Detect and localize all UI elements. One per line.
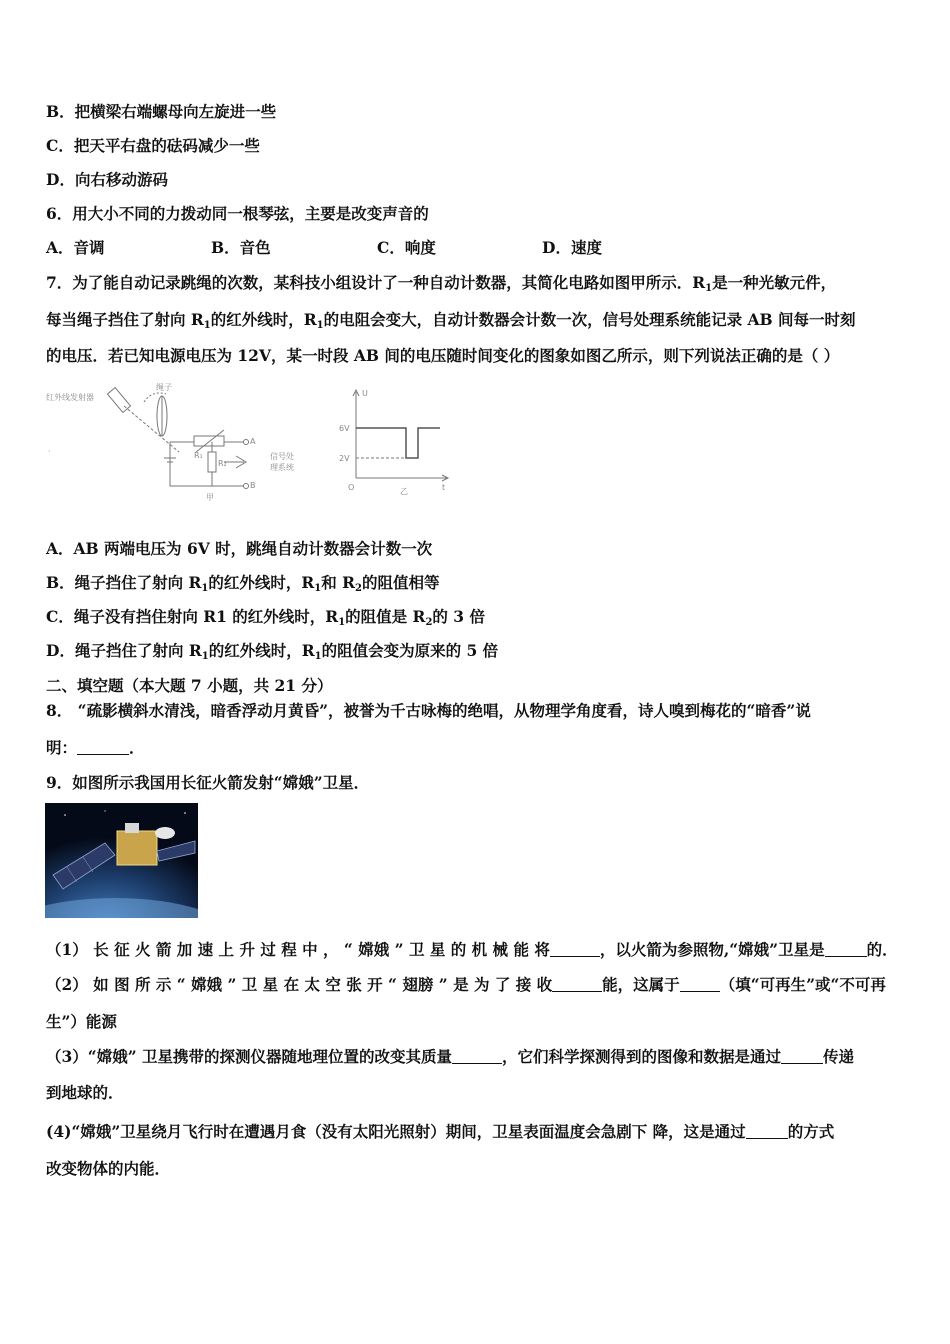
satellite-antenna-base [125,823,139,833]
q9-blank-5[interactable] [452,1049,502,1064]
emitter-label: 红外线发射器 [46,393,94,402]
node-a-label: A [250,437,256,446]
q7-option-d: D．绳子挡住了射向 $R_1$的红外线时，$R_1$的阻值会变为原来的 5 倍 [46,641,499,662]
graph-x-label: t [442,483,446,492]
r2-label: R₂ [218,459,227,468]
q8-stem-line-1: 8． “疏影横斜水清浅，暗香浮动月黄昏”，被誉为千古咏梅的绝唱，从物理学角度看，诗人嗅到梅花的“暗香”说 [46,701,811,720]
q6-option-a: A．音调 [46,238,105,257]
voltage-graph-figure [336,386,456,498]
faded-text: · [48,447,51,456]
signal-arrow [224,456,246,468]
node-b-label: B [250,481,256,490]
q6-option-c: C．响度 [377,238,436,257]
satellite-dish [155,827,175,839]
q5-option-d: D．向右移动游码 [46,170,168,189]
q6-option-b: B．音色 [211,238,271,257]
graph-y-label: U [362,389,368,398]
q9-part-3: （3）“嫦娥” 卫星携带的探测仪器随地理位置的改变其质量 ，它们科学探测得到的图像和数据是通过 传递 [46,1047,855,1066]
q9-blank-2[interactable] [825,942,867,957]
tick-2v: 2V [339,454,350,463]
star [184,812,186,814]
q9-part-1: （1） 长 征 火 箭 加 速 上 升 过 程 中 ， “ 嫦娥 ” 卫 星 的 机 械 能 将 ，以火箭为参照物,“嫦娥”卫星是 的． [46,940,898,959]
q7-option-c: C．绳子没有挡住射向 R1 的红外线时，$R_1$的阻值是 $R_2$的 3 倍 [46,607,485,628]
figure-b-caption: 乙 [400,487,408,496]
signal-label-2: 理系统 [270,463,294,472]
q9-part-4-continued: 改变物体的内能． [46,1159,171,1178]
r2-resistor [208,452,216,472]
section-heading: 二、填空题（本大题 7 小题，共 21 分） [46,676,333,695]
satellite-photo [45,803,198,918]
wire-left-bottom [170,442,244,486]
star [64,814,66,816]
infrared-beam [124,406,179,452]
q9-blank-7[interactable] [746,1124,788,1139]
rope-arc [144,393,166,402]
q9-blank-3[interactable] [552,977,602,992]
r1-arrow [196,430,224,452]
q9-blank-1[interactable] [550,942,600,957]
q7-option-b: B．绳子挡住了射向 $R_1$的红外线时，$R_1$和 $R_2$的阻值相等 [46,573,440,594]
q8-answer-blank[interactable] [77,740,129,755]
q9-part-4: (4)“嫦娥”卫星绕月飞行时在遭遇月食（没有太阳光照射）期间，卫星表面温度会急剧下 降，这是通过 的方式 [46,1122,835,1141]
star [104,810,105,811]
signal-label-1: 信号处 [270,452,294,461]
q7-option-a: A．AB 两端电压为 6V 时，跳绳自动计数器会计数一次 [46,539,433,558]
q5-option-b: B．把横梁右端螺母向左旋进一些 [46,102,277,121]
voltage-waveform [356,428,440,458]
q7-stem-line-3: 的电压．若已知电源电压为 12V，某一时段 AB 间的电压随时间变化的图象如图乙所示，则下列说法正确的是（ ） [46,346,840,365]
q6-stem: 6．用大小不同的力拨动同一根琴弦，主要是改变声音的 [46,204,429,223]
q7-stem-line-2: 每当绳子挡住了射向 $R_1$的红外线时，$R_1$的电阻会变大，自动计数器会计数一次，信号处理系统能记录 AB 间每一时刻 [46,310,856,331]
node-a [244,440,249,445]
r1-resistor [194,436,224,446]
r1-label: R₁ [194,451,203,460]
q9-part-2-continued: 生”）能源 [46,1012,117,1031]
rope-label: 绳子 [156,383,172,392]
q5-option-c: C．把天平右盘的砝码减少一些 [46,136,260,155]
q9-stem: 9．如图所示我国用长征火箭发射“嫦娥”卫星． [46,773,370,792]
circuit-diagram-figure [44,382,314,502]
q7-stem-line-1: 7．为了能自动记录跳绳的次数，某科技小组设计了一种自动计数器，其简化电路如图甲所示．$R_1$是一种光敏元件， [46,273,837,294]
tick-6v: 6V [339,424,350,433]
figure-a-caption: 甲 [206,493,214,502]
satellite-body [117,831,157,865]
q9-blank-6[interactable] [781,1049,823,1064]
node-b [244,484,249,489]
q6-option-d: D．速度 [542,238,602,257]
emitter-device [107,388,130,413]
q8-stem-line-2: 明： ． [46,738,145,757]
q9-part-2: （2） 如 图 所 示 “ 嫦娥 ” 卫 星 在 太 空 张 开 “ 翅膀 ” 是 为 了 接 收 能，这属于 （填“可再生”或“不可再 [46,975,886,994]
q9-blank-4[interactable] [680,977,720,992]
q9-part-3-continued: 到地球的． [46,1083,124,1102]
graph-origin: O [348,483,355,492]
q6-options [46,238,666,258]
